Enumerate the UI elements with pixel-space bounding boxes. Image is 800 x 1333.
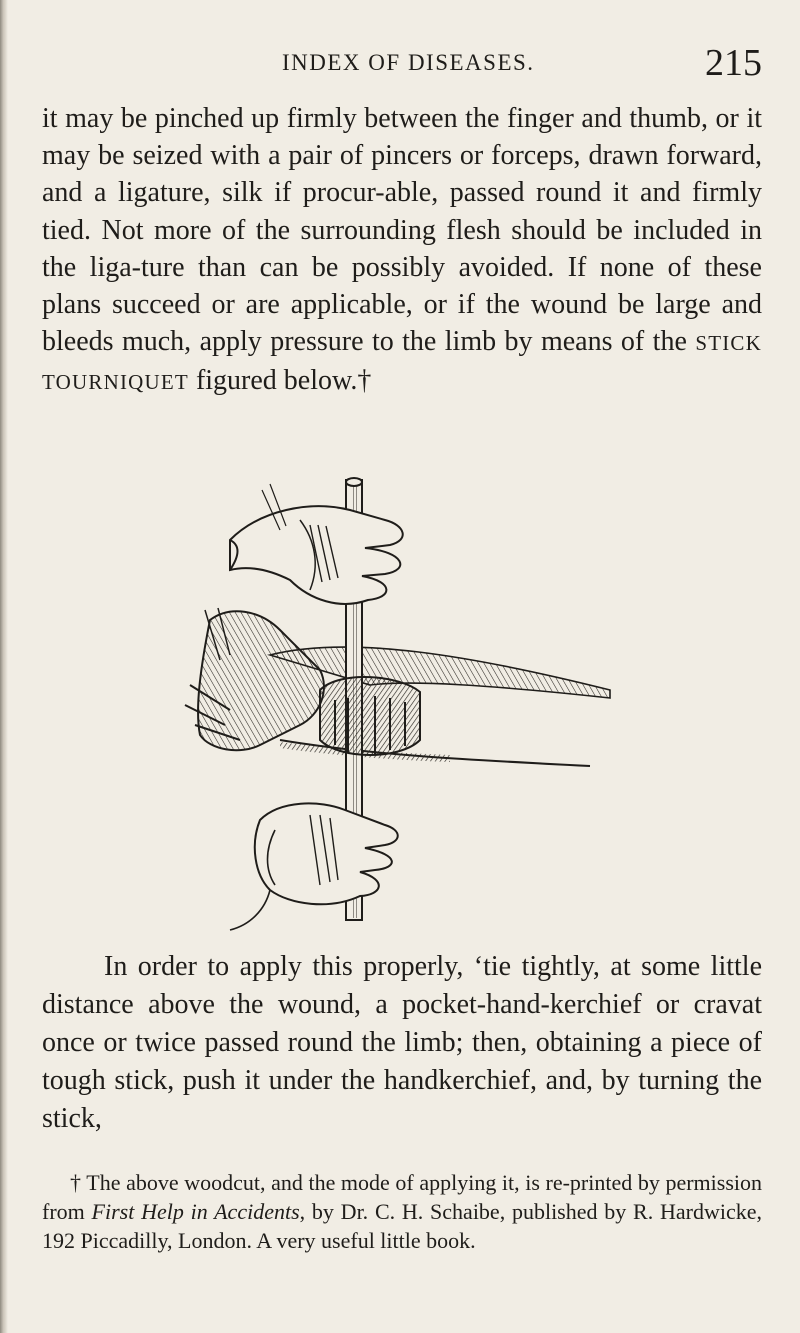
lower-hand-drawing xyxy=(230,803,398,930)
paragraph-bottom: In order to apply this properly, ‘tie tightly, at some little distance above the wound, a pocket-hand-kerchief or cravat once or twice passed round the limb; then, obtaining a piece of tough stick, push it under the handkerchief, and, by turning the stick, xyxy=(42,951,762,1134)
page-number: 215 xyxy=(705,42,762,84)
left-hand-drawing xyxy=(185,608,324,750)
footnote-book-title: First Help in Accidents xyxy=(91,1199,300,1224)
footnote-text-after: , by Dr. C. H. Schaibe, published by R. Hardwicke, 192 Piccadilly, London. A very useful little book. xyxy=(42,1199,762,1253)
handkerchief-band-drawing xyxy=(320,677,420,755)
paragraph-top-text-before: it may be pinched up firmly between the finger and thumb, or it may be seized with a pair of pincers or forceps, drawn forward, and a ligature, silk if procur-able, passed round it and firmly tied. Not more of the surrounding flesh should be included in the liga-ture than can be possibly avoided. If none of these plans succeed or are applicable, or if the wound be large and bleeds much, apply pressure to the limb by means of the xyxy=(42,103,762,358)
footnote-text-before: † The above woodcut, and the mode of applying it, is re-printed by permission from xyxy=(42,1170,762,1224)
footnote xyxy=(42,1168,762,1255)
page-edge-shadow xyxy=(0,0,8,1333)
tourniquet-woodcut-figure xyxy=(170,470,630,940)
paragraph-top-text-after: figured below.† xyxy=(195,365,372,397)
running-title: INDEX OF DISEASES. xyxy=(282,50,535,75)
running-header xyxy=(42,40,762,86)
upper-hand-drawing xyxy=(230,484,403,604)
stick-tourniquet-smallcaps: STICK TOURNIQUET xyxy=(42,331,763,395)
paragraph-top xyxy=(42,100,762,402)
